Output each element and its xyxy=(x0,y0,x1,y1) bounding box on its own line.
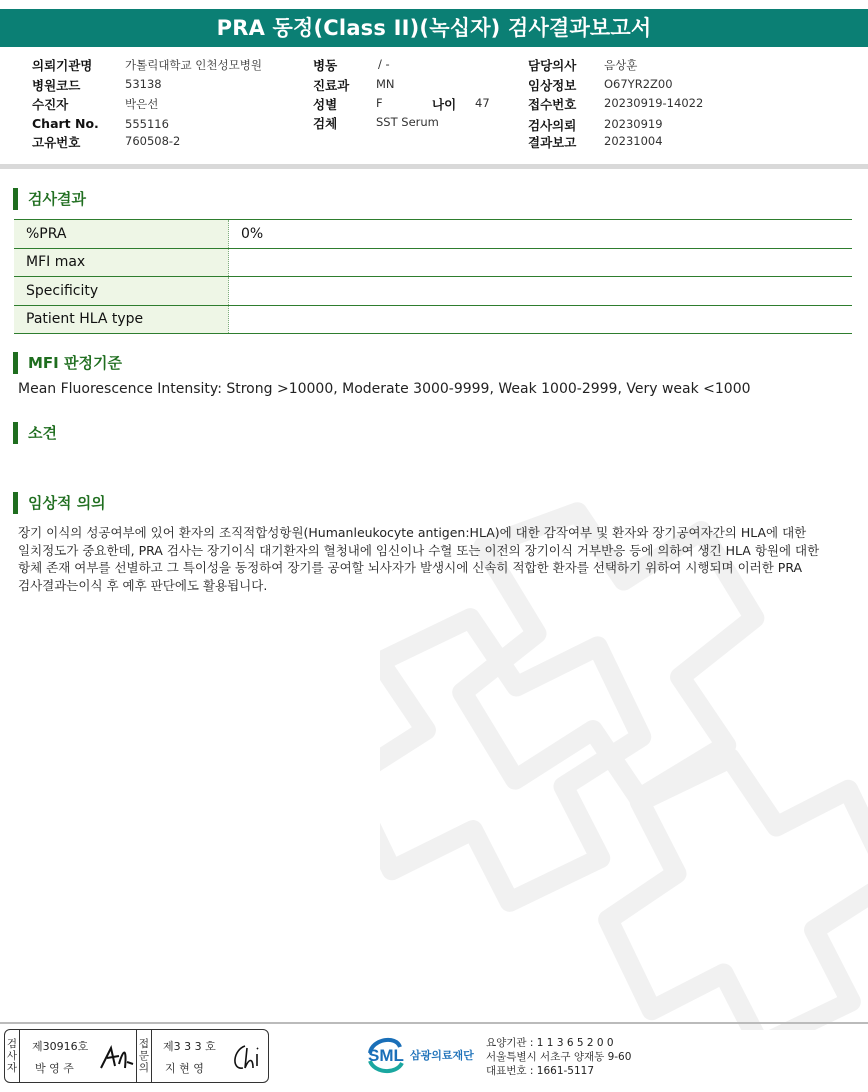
result-value: 0% xyxy=(229,220,853,249)
report-date-value: 20231004 xyxy=(604,134,663,148)
criteria-section-title: MFI 판정기준 xyxy=(13,352,122,374)
result-key: Patient HLA type xyxy=(14,305,229,334)
address-line: 서울특별시 서초구 양재동 9-60 xyxy=(486,1051,632,1063)
clinical-line: 장기 이식의 성공여부에 있어 환자의 조직적합성항원(Humanleukocyte antigen:HLA)에 대한 감작여부 및 환자와 장기공여자간의 HLA에 대한 xyxy=(18,525,807,540)
confirmer-vertical-label: 접 문 의 xyxy=(136,1030,152,1082)
mfi-criteria-text: Mean Fluorescence Intensity: Strong >10000, Moderate 3000-9999, Weak 1000-2999, Very weak <1000 xyxy=(18,381,751,397)
recipient-label: 수진자 xyxy=(32,97,69,112)
sex-label: 성별 xyxy=(313,97,338,112)
clinical-significance-text xyxy=(18,524,828,594)
age-value: 47 xyxy=(475,96,490,110)
result-value xyxy=(229,277,853,306)
org-name: 삼광의료재단 xyxy=(410,1049,474,1062)
doctor-value: 음상훈 xyxy=(604,58,638,72)
specimen-label: 검체 xyxy=(313,116,338,131)
confirmer-license-no: 제3 3 3 호 xyxy=(163,1040,216,1053)
clinical-info-label: 임상정보 xyxy=(528,78,577,93)
dept-value: MN xyxy=(376,77,395,91)
ward-label: 병동 xyxy=(313,58,338,73)
result-key: Specificity xyxy=(14,277,229,306)
clinical-line: 항체 존재 여부를 선별하고 그 특이성을 동정하여 장기를 공여할 뇌사자가 발생시에 신속히 적합한 환자를 선택하기 위하여 시행되며 이러한 PRA xyxy=(18,560,803,575)
inspector-name: 박 영 주 xyxy=(35,1062,74,1075)
phone-line: 대표번호 : 1661-5117 xyxy=(486,1065,595,1077)
hospital-code-value: 53138 xyxy=(125,77,162,91)
request-date-value: 20230919 xyxy=(604,117,663,131)
lab-address xyxy=(486,1036,631,1078)
clinical-section-title: 임상적 의의 xyxy=(13,492,106,514)
table-row xyxy=(14,305,852,334)
ward-value: / - xyxy=(378,57,390,71)
opinion-section-title: 소견 xyxy=(13,422,57,444)
age-label: 나이 xyxy=(432,97,457,112)
result-key: MFI max xyxy=(14,248,229,277)
header-divider xyxy=(0,164,868,169)
confirmer-signature xyxy=(227,1040,263,1074)
results-table xyxy=(14,219,852,334)
dept-label: 진료과 xyxy=(313,78,350,93)
result-value xyxy=(229,248,853,277)
results-section-title: 검사결과 xyxy=(13,188,86,210)
hospital-code-label: 병원코드 xyxy=(32,78,81,93)
chart-no-value: 555116 xyxy=(125,117,169,131)
unique-no-label: 고유번호 xyxy=(32,135,81,150)
result-key: %PRA xyxy=(14,220,229,249)
recipient-value: 박은선 xyxy=(125,97,159,111)
report-title: PRA 동정(Class II)(녹십자) 검사결과보고서 xyxy=(0,9,868,47)
clinical-info-value: O67YR2Z00 xyxy=(604,77,673,91)
table-row xyxy=(14,248,852,277)
inspector-signature xyxy=(97,1040,137,1074)
sex-value: F xyxy=(376,96,383,110)
chart-no-label: Chart No. xyxy=(32,116,99,131)
sml-logo-text: SML xyxy=(368,1046,404,1065)
signature-box xyxy=(4,1029,269,1083)
request-date-label: 검사의뢰 xyxy=(528,118,577,133)
receipt-no-label: 접수번호 xyxy=(528,97,577,112)
institution-label: 의뢰기관명 xyxy=(32,58,93,73)
sml-logo xyxy=(366,1033,486,1075)
inspector-license-no: 제30916호 xyxy=(32,1040,89,1053)
table-row xyxy=(14,220,852,249)
clinical-line: 검사결과는이식 후 예후 판단에도 활용됩니다. xyxy=(18,577,268,593)
report-date-label: 결과보고 xyxy=(528,135,577,150)
clinical-line: 일치정도가 중요한데, PRA 검사는 장기이식 대기환자의 혈청내에 임신이나 수혈 또는 이전의 장기이식 거부반응 등에 의하여 생긴 HLA 항원에 대한 xyxy=(18,542,820,558)
footer-divider xyxy=(0,1022,868,1024)
specimen-value: SST Serum xyxy=(376,115,439,129)
result-value xyxy=(229,305,853,334)
receipt-no-value: 20230919-14022 xyxy=(604,96,704,110)
confirmer-name: 지 현 영 xyxy=(165,1062,204,1075)
doctor-label: 담당의사 xyxy=(528,58,577,73)
inspector-vertical-label: 검 사 자 xyxy=(5,1030,20,1082)
sml-logo-mark xyxy=(366,1033,486,1075)
institution-value: 가톨릭대학교 인천성모병원 xyxy=(125,58,262,72)
patient-info xyxy=(0,56,868,156)
table-row xyxy=(14,277,852,306)
institution-code: 요양기관 : 1 1 3 6 5 2 0 0 xyxy=(486,1037,614,1049)
unique-no-value: 760508-2 xyxy=(125,134,181,148)
